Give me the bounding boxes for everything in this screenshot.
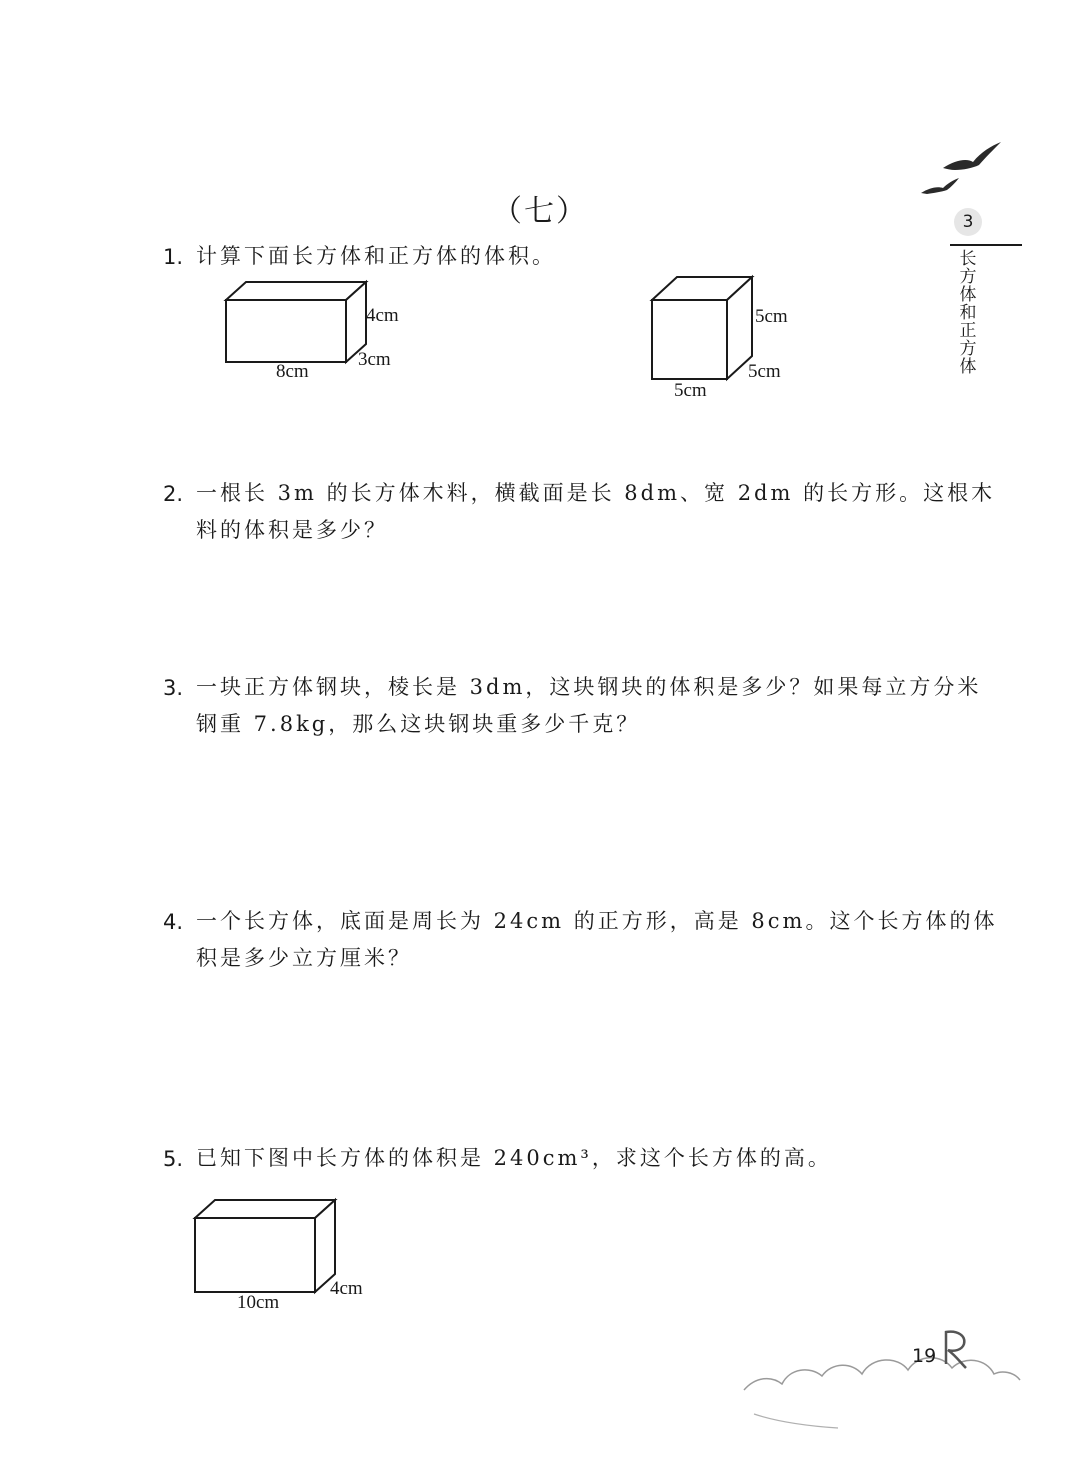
cuboid-figure-2 [190,1196,342,1296]
question-3-line-1: 一块正方体钢块，棱长是 3dm，这块钢块的体积是多少？如果每立方分米 [196,675,982,699]
question-3-text [196,669,981,743]
chapter-divider [950,244,1022,246]
cuboid-1-height-label: 4cm [366,305,399,326]
question-1-text [196,238,556,275]
cube-depth-label: 5cm [748,361,781,382]
question-4-line-1: 一个长方体，底面是周长为 24cm 的正方形，高是 8cm。这个长方体的体 [196,909,998,933]
cuboid-1-length-label: 8cm [276,361,309,382]
cube-length-label: 5cm [674,380,707,401]
question-4-text [196,903,997,977]
question-3-line-2: 钢重 7.8kg，那么这块钢块重多少千克？ [196,712,641,736]
cuboid-figure-1 [220,278,370,366]
chapter-title: 长方体和正方体 [959,249,977,377]
section-title: （七） [492,194,588,229]
question-4-line-2: 积是多少立方厘米？ [196,946,412,970]
cube-height-label: 5cm [755,306,788,327]
question-4-number: 4. [163,910,184,934]
question-3-number: 3. [163,676,184,700]
question-2-line-2: 料的体积是多少？ [196,518,388,542]
question-2-text [196,475,995,549]
cuboid-1-depth-label: 3cm [358,349,391,370]
question-5-text [196,1140,832,1177]
cuboid-2-depth-label: 4cm [330,1278,363,1299]
cuboid-2-length-label: 10cm [237,1292,280,1313]
question-5-number: 5. [163,1147,184,1171]
question-2-line-1: 一根长 3m 的长方体木料，横截面是长 8dm、宽 2dm 的长方形。这根木 [196,481,996,505]
cube-figure [648,273,758,383]
cloud-decoration [738,1318,1028,1446]
question-5-line-1: 已知下图中长方体的体积是 240cm³，求这个长方体的高。 [196,1146,832,1170]
question-2-number: 2. [163,482,184,506]
question-1-number: 1. [163,245,184,269]
page-number: 19 [912,1345,937,1367]
chapter-number: 3 [954,208,982,236]
question-1-line-1: 计算下面长方体和正方体的体积。 [196,244,556,268]
